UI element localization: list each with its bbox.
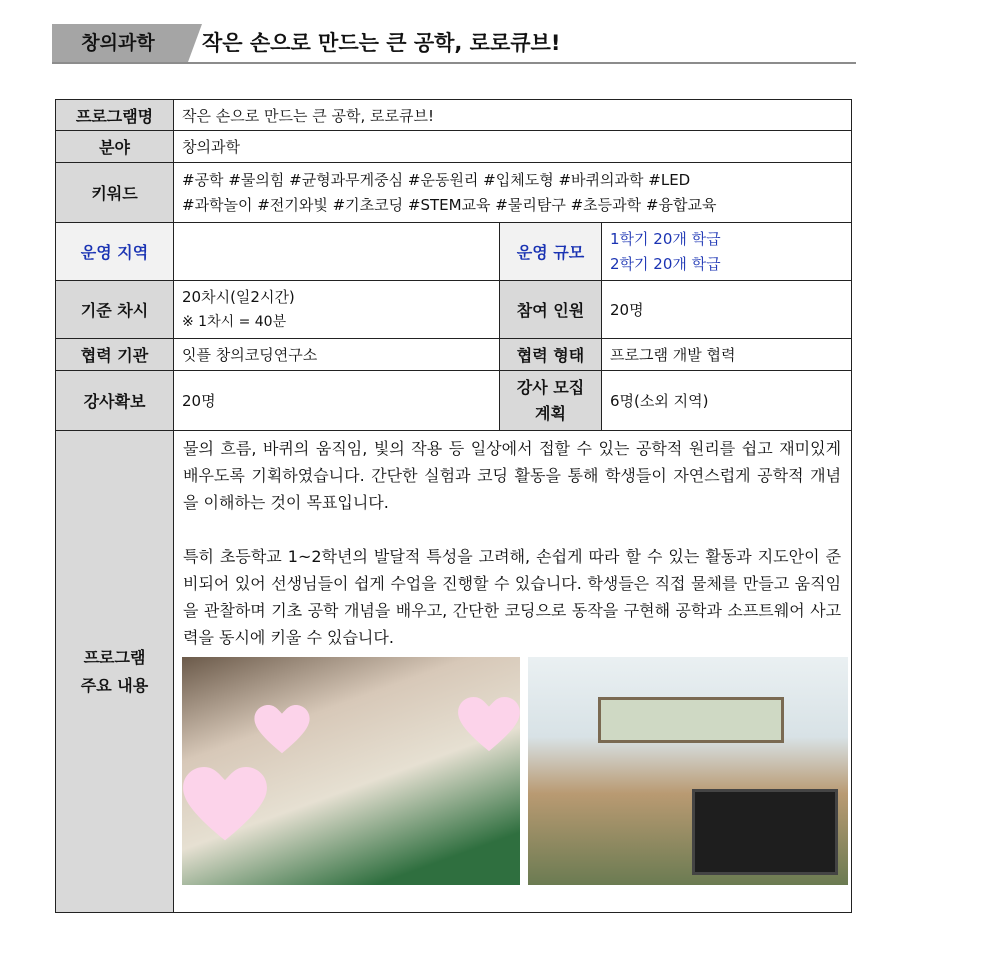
participants-value: 20명 xyxy=(602,281,852,339)
scale-line-1: 1학기 20개 학급 xyxy=(610,229,721,248)
row-program-name xyxy=(56,100,852,131)
photo-gallery xyxy=(174,651,851,887)
header-divider xyxy=(52,62,856,64)
keywords-value xyxy=(174,163,852,223)
recruit-label-line-1: 강사 모집 xyxy=(516,377,585,397)
scale-line-2: 2학기 20개 학급 xyxy=(610,254,721,273)
activity-photo-2 xyxy=(528,657,848,885)
instructors-label: 강사확보 xyxy=(56,371,174,431)
category-tag: 창의과학 xyxy=(52,24,188,62)
row-keywords xyxy=(56,163,852,223)
classroom-monitor xyxy=(692,789,838,875)
content-label-line-1: 프로그램 xyxy=(83,647,146,667)
row-sessions-participants xyxy=(56,281,852,339)
partner-type-label: 협력 형태 xyxy=(500,339,602,371)
activity-photo-1 xyxy=(182,657,520,885)
field-value: 창의과학 xyxy=(174,131,852,163)
heart-icon xyxy=(182,767,268,843)
region-label: 운영 지역 xyxy=(56,223,174,281)
sessions-value xyxy=(174,281,500,339)
partner-type-value: 프로그램 개발 협력 xyxy=(602,339,852,371)
heart-icon xyxy=(458,697,520,753)
scale-label: 운영 규모 xyxy=(500,223,602,281)
heart-icon xyxy=(254,705,310,755)
row-partner xyxy=(56,339,852,371)
sessions-label: 기준 차시 xyxy=(56,281,174,339)
content-label-line-2: 주요 내용 xyxy=(80,675,149,695)
page-title: 작은 손으로 만드는 큰 공학, 로로큐브! xyxy=(202,31,561,55)
partner-value: 잇플 창의코딩연구소 xyxy=(174,339,500,371)
category-tag-notch xyxy=(188,24,202,62)
participants-label: 참여 인원 xyxy=(500,281,602,339)
classroom-board xyxy=(598,697,784,743)
keywords-label: 키워드 xyxy=(56,163,174,223)
content-value xyxy=(174,431,852,913)
partner-label: 협력 기관 xyxy=(56,339,174,371)
region-value xyxy=(174,223,500,281)
content-text xyxy=(174,431,851,651)
keywords-line-2: #과학놀이 #전기와빛 #기초코딩 #STEM교육 #물리탐구 #초등과학 #융합교육 xyxy=(182,195,717,214)
field-label: 분야 xyxy=(56,131,174,163)
sessions-line-2: ※ 1차시 = 40분 xyxy=(182,313,287,330)
keywords-line-1: #공학 #물의힘 #균형과무게중심 #운동원리 #입체도형 #바퀴의과학 #LED xyxy=(182,170,691,189)
row-region-scale xyxy=(56,223,852,281)
scale-value xyxy=(602,223,852,281)
recruit-value: 6명(소외 지역) xyxy=(602,371,852,431)
recruit-label-line-2: 계획 xyxy=(535,403,566,423)
program-name-label: 프로그램명 xyxy=(56,100,174,131)
content-paragraph-2: 특히 초등학교 1~2학년의 발달적 특성을 고려해, 손쉽게 따라 할 수 있는 활동과 지도안이 준비되어 있어 선생님들이 쉽게 수업을 진행할 수 있습니다. 학생들은 직접 물체를 만들고 움직임을 관찰하며 기초 공학 개념을 배우고, 간단한 코딩으로 동작을 구현해 공학과 소프트웨어 사고력을 동시에 키울 수 있습니다. xyxy=(183,547,842,647)
program-name-value: 작은 손으로 만드는 큰 공학, 로로큐브! xyxy=(174,100,852,131)
row-instructors xyxy=(56,371,852,431)
content-paragraph-1: 물의 흐름, 바퀴의 움직임, 빛의 작용 등 일상에서 접할 수 있는 공학적 원리를 쉽고 재미있게 배우도록 기획하였습니다. 간단한 실험과 코딩 활동을 통해 학생들이 자연스럽게 공학적 개념을 이해하는 것이 목표입니다. xyxy=(183,439,842,512)
content-label xyxy=(56,431,174,913)
instructors-value: 20명 xyxy=(174,371,500,431)
sessions-line-1: 20차시(일2시간) xyxy=(182,287,295,306)
page-header xyxy=(52,24,856,64)
row-field xyxy=(56,131,852,163)
program-info-table xyxy=(55,99,851,913)
row-content xyxy=(56,431,852,913)
recruit-label xyxy=(500,371,602,431)
